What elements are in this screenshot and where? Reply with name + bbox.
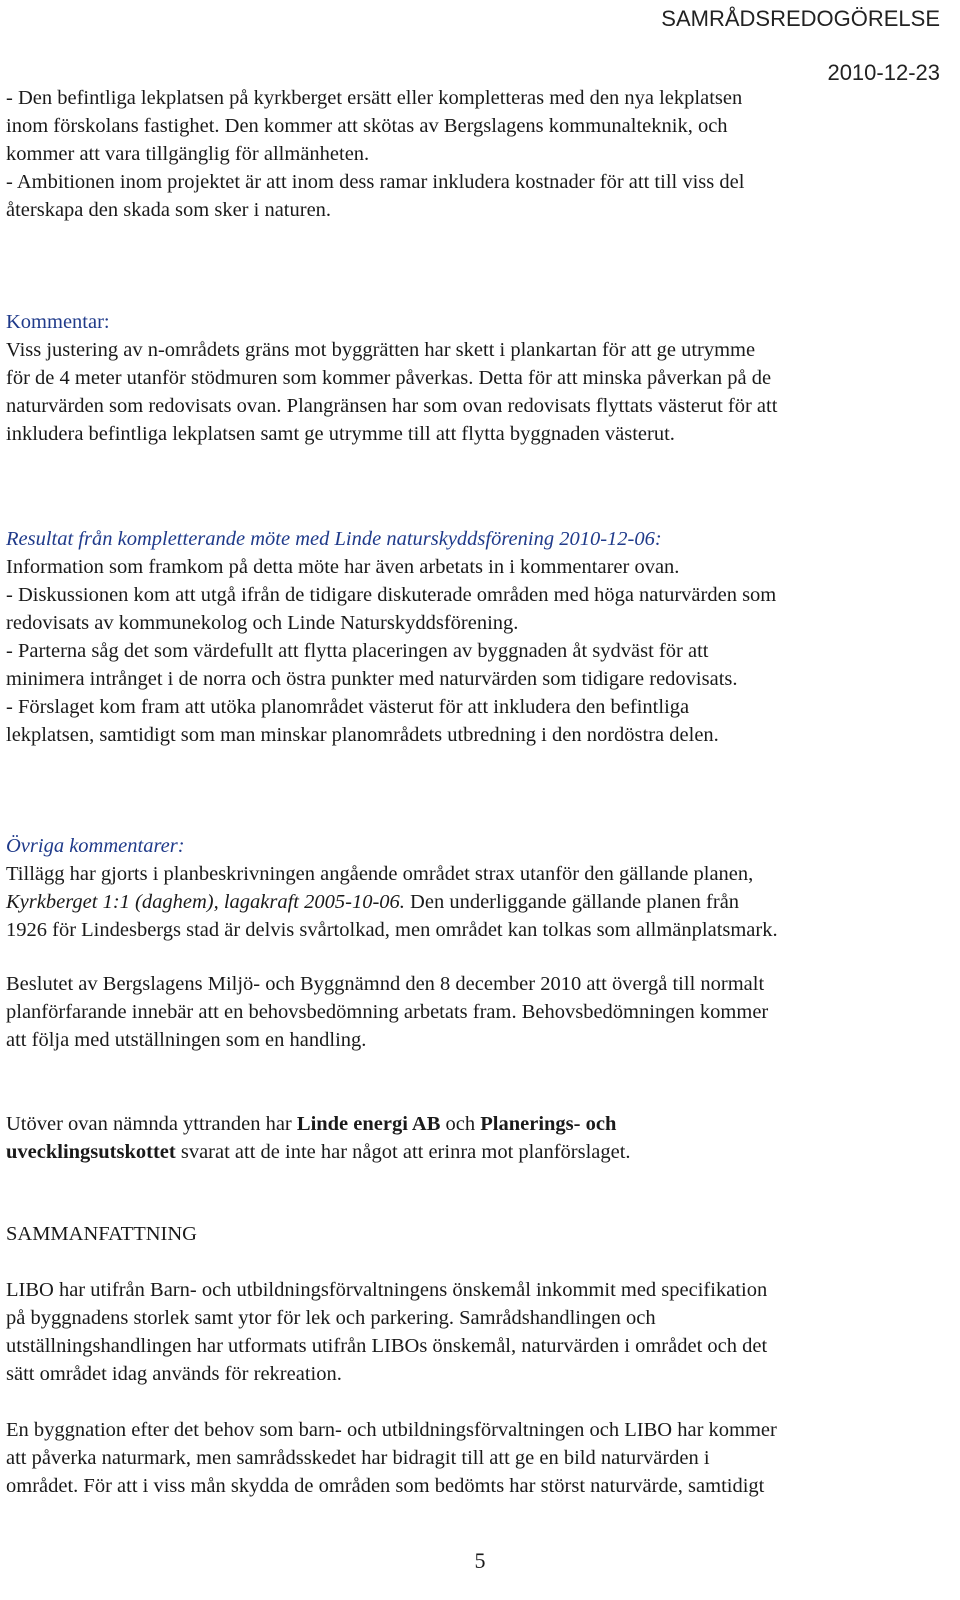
text-line: återskapa den skada som sker i naturen. xyxy=(6,199,332,221)
page-number: 5 xyxy=(474,1548,486,1573)
text-fragment: svarat att de inte har något att erinra mot planförslaget. xyxy=(175,1141,631,1163)
text-line: Beslutet av Bergslagens Miljö- och Byggnämnd den 8 december 2010 att övergå till normalt xyxy=(6,973,765,995)
organization-name: Linde energi AB xyxy=(296,1113,441,1135)
text-line: Tillägg har gjorts i planbeskrivningen angående området strax utanför den gällande planen, xyxy=(6,863,754,885)
summary-paragraph-1 xyxy=(6,1276,946,1388)
plan-reference: Kyrkberget 1:1 (daghem), lagakraft 2005-10-06. xyxy=(6,891,405,913)
text-line: naturvärden som redovisats ovan. Plangränsen har som ovan redovisats flyttats västerut för att xyxy=(6,395,778,417)
document-title: SAMRÅDSREDOGÖRELSE xyxy=(661,6,940,31)
text-line: för de 4 meter utanför stödmuren som kommer påverkas. Detta för att minska påverkan på de xyxy=(6,367,772,389)
text-line: - Förslaget kom fram att utöka planområdet västerut för att inkludera den befintliga xyxy=(6,696,690,718)
text-fragment: och xyxy=(440,1113,481,1135)
section-heading: SAMMANFATTNING xyxy=(6,1223,197,1245)
text-line: sätt området idag används för rekreation. xyxy=(6,1363,342,1385)
text-line: kommer att vara tillgänglig för allmänheten. xyxy=(6,143,370,165)
result-heading: Resultat från kompletterande möte med Linde naturskyddsförening 2010-12-06: xyxy=(6,528,662,550)
other-comments-heading: Övriga kommentarer: xyxy=(6,835,185,857)
decision-paragraph xyxy=(6,970,946,1054)
text-line: att följa med utställningen som en handling. xyxy=(6,1029,367,1051)
text-line: Information som framkom på detta möte har även arbetats in i kommentarer ovan. xyxy=(6,556,680,578)
organization-name: Planerings- och xyxy=(480,1113,617,1135)
organization-name: uvecklingsutskottet xyxy=(6,1141,176,1163)
text-line: - Ambitionen inom projektet är att inom dess ramar inkludera kostnader för att till viss del xyxy=(6,171,745,193)
text-line: En byggnation efter det behov som barn- och utbildningsförvaltningen och LIBO har kommer xyxy=(6,1419,777,1441)
comment-section xyxy=(6,308,946,448)
text-line: att påverka naturmark, men samrådsskedet har bidragit till att ge en bild naturvärden i xyxy=(6,1447,710,1469)
text-line: - Parterna såg det som värdefullt att flytta placeringen av byggnaden åt sydväst för att xyxy=(6,640,709,662)
text-line: LIBO har utifrån Barn- och utbildningsförvaltningens önskemål inkommit med specifikation xyxy=(6,1279,768,1301)
text-line: redovisats av kommunekolog och Linde Naturskyddsförening. xyxy=(6,612,519,634)
text-line: - Den befintliga lekplatsen på kyrkberget ersätt eller kompletteras med den nya lekplatsen xyxy=(6,87,743,109)
intro-paragraph xyxy=(6,84,946,224)
text-line: - Diskussionen kom att utgå ifrån de tidigare diskuterade områden med höga naturvärden som xyxy=(6,584,777,606)
text-line: Viss justering av n-områdets gräns mot byggrätten har skett i plankartan för att ge utrymme xyxy=(6,339,756,361)
text-line xyxy=(6,1138,946,1166)
text-line: utställningshandlingen har utformats utifrån LIBOs önskemål, naturvärden i området och det xyxy=(6,1335,768,1357)
text-line xyxy=(6,1110,946,1138)
text-line xyxy=(6,888,946,916)
other-comments-section xyxy=(6,832,946,944)
summary-heading xyxy=(6,1220,946,1248)
text-line: inom förskolans fastighet. Den kommer att skötas av Bergslagens kommunalteknik, och xyxy=(6,115,728,137)
summary-paragraph-2 xyxy=(6,1416,946,1500)
result-section xyxy=(6,525,946,749)
text-line: inkludera befintliga lekplatsen samt ge utrymme till att flytta byggnaden västerut. xyxy=(6,423,675,445)
document-date: 2010-12-23 xyxy=(827,60,940,85)
text-fragment: Utöver ovan nämnda yttranden har xyxy=(6,1113,297,1135)
text-line: lekplatsen, samtidigt som man minskar planområdets utbredning i den nordöstra delen. xyxy=(6,724,719,746)
text-line: området. För att i viss mån skydda de områden som bedömts har störst naturvärde, samtidigt xyxy=(6,1475,765,1497)
text-line: 1926 för Lindesbergs stad är delvis svårtolkad, men området kan tolkas som allmänplatsmark. xyxy=(6,919,778,941)
comment-heading: Kommentar: xyxy=(6,311,110,333)
text-line: planförfarande innebär att en behovsbedömning arbetats fram. Behovsbedömningen kommer xyxy=(6,1001,769,1023)
remarks-paragraph xyxy=(6,1110,946,1166)
text-line: minimera intrånget i de norra och östra punkter med naturvärden som tidigare redovisats. xyxy=(6,668,738,690)
text-line: på byggnadens storlek samt ytor för lek och parkering. Samrådshandlingen och xyxy=(6,1307,656,1329)
text-fragment: Den underliggande gällande planen från xyxy=(404,891,740,913)
